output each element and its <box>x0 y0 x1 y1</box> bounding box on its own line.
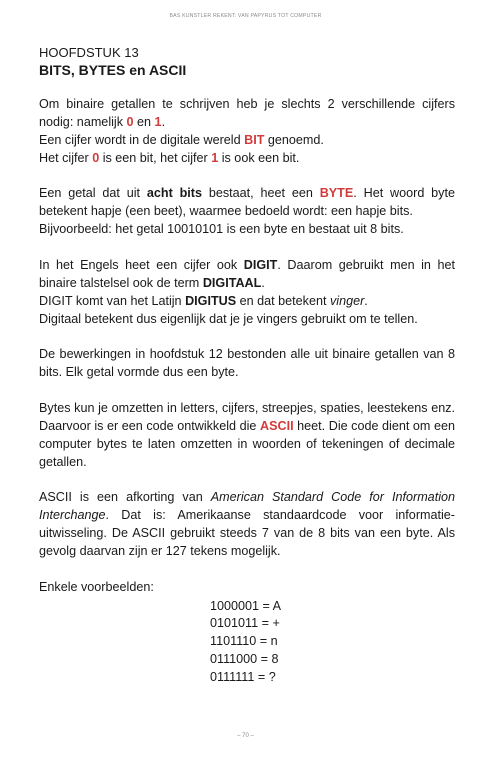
text: genoemd. <box>264 132 324 147</box>
text: ASCII is een afkorting van <box>39 490 211 505</box>
paragraph-bewerkingen <box>39 346 455 382</box>
text: . Dat is: Amerikaanse standaardcode voor informatie-uitwisseling. De ASCII gebruikt steeds 7 van de 8 bits van een byte. Als gevolg daarvan zijn er 127 tekens mogelijk. <box>39 508 455 559</box>
text: Een cijfer wordt in de digitale wereld <box>39 132 245 147</box>
paragraph-digit <box>39 257 455 329</box>
page-content <box>39 44 455 687</box>
italic-ascii-full: American Standard Code for Information Interchange <box>39 490 455 523</box>
highlight-one: 1 <box>211 150 219 165</box>
italic-vinger: vinger <box>329 293 365 308</box>
example-item: 1101110 = n <box>210 634 278 649</box>
text: Bijvoorbeeld: het getal 10010101 is een byte en bestaat uit 8 bits. <box>39 222 404 237</box>
text: Bytes kun je omzetten in letters, cijfers, streepjes, spaties, leestekens enz. Daarvoor is er een code ontwikkeld die <box>39 400 455 433</box>
chapter-label: HOOFDSTUK 13 <box>39 45 139 60</box>
text: heet. Die code dient om een computer bytes te laten omzetten in woorden of tekeningen of decimale getallen. <box>39 418 456 469</box>
paragraph-ascii <box>39 489 455 561</box>
example-item: 0101011 = + <box>210 616 280 631</box>
paragraph-binary-digits <box>39 96 455 168</box>
paragraph-bytes <box>39 400 455 472</box>
highlight-zero: 0 <box>92 150 100 165</box>
text: Het cijfer <box>39 150 93 165</box>
text: . <box>161 114 166 129</box>
examples-list <box>210 598 455 688</box>
chapter-title: BITS, BYTES en ASCII <box>39 62 187 78</box>
example-item: 0111111 = ? <box>210 670 276 685</box>
text: Digitaal betekent dus eigenlijk dat je je vingers gebruikt om te tellen. <box>39 311 418 326</box>
paragraph-byte <box>39 185 455 239</box>
bold-digit: DIGIT <box>243 257 278 272</box>
text: en <box>133 114 155 129</box>
text: . <box>364 293 368 308</box>
text: In het Engels heet een cijfer ook <box>39 257 244 272</box>
text: DIGIT komt van het Latijn <box>39 293 186 308</box>
text: en dat betekent <box>236 293 330 308</box>
highlight-bit: BIT <box>244 132 265 147</box>
highlight-byte: BYTE <box>319 186 354 201</box>
text: is ook een bit. <box>218 150 300 165</box>
text: Om binaire getallen te schrijven heb je slechts 2 verschillende cijfers nodig: namelijk <box>39 97 455 129</box>
text: De bewerkingen in hoofdstuk 12 bestonden alle uit binaire getallen van 8 bits. Elk getal vormde dus een byte. <box>39 347 455 380</box>
text: . Het woord byte betekent hapje (een beet), waarmee bedoeld wordt: een hapje bits. <box>39 186 455 219</box>
examples-intro: Enkele voorbeelden: <box>39 579 154 594</box>
example-item: 1000001 = A <box>210 598 282 613</box>
text: . <box>261 275 265 290</box>
page-number: – 70 – <box>237 733 254 739</box>
text: . Daarom gebruikt men in het binaire talstelsel ook de term <box>39 257 455 290</box>
highlight-one: 1 <box>154 114 162 129</box>
text: bestaat, heet een <box>202 186 320 201</box>
bold-acht-bits: acht bits <box>146 186 202 201</box>
example-item: 0111000 = 8 <box>210 652 279 667</box>
highlight-zero: 0 <box>126 114 134 129</box>
text: Een getal dat uit <box>39 186 147 201</box>
bold-digitaal: DIGITAAL <box>202 275 262 290</box>
bold-digitus: DIGITUS <box>185 293 237 308</box>
text: is een bit, het cijfer <box>99 150 212 165</box>
highlight-ascii: ASCII <box>259 418 294 433</box>
running-header: BAS KUNSTLER REKENT: VAN PAPYRUS TOT COMPUTER <box>169 13 322 19</box>
